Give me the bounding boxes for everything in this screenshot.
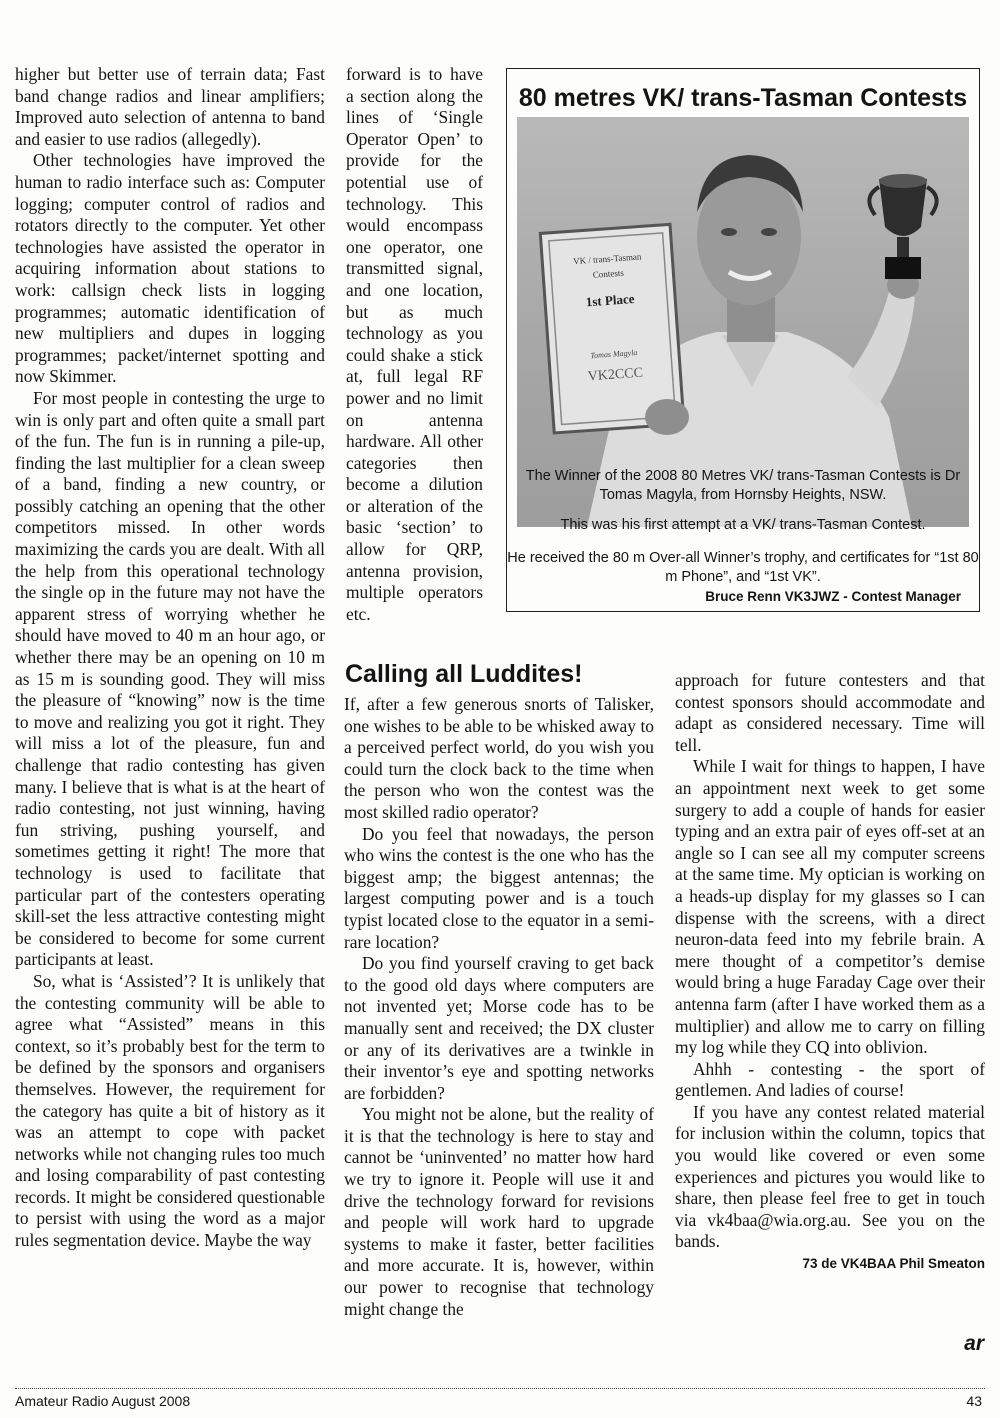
middle-top-column: [346, 64, 483, 625]
winner-photo: [517, 117, 969, 527]
paragraph: Other technologies have improved the human to radio interface such as: Computer logging; computer control of radios and rotators directly to the computer. Yet other technologies have assisted the operator in acquiring information about stations to work: callsign check lists in logging programmes; automatic identification of new multipliers and dupes in logging programmes; packet/internet spotting and now Skimmer.: [15, 150, 325, 387]
contest-winner-box: [506, 68, 980, 612]
photo-caption: This was his first attempt at a VK/ trans-Tasman Contest.: [560, 517, 926, 533]
certificate-line: 1st Place: [585, 291, 635, 310]
box-title: 80 metres VK/ trans-Tasman Contests: [518, 84, 968, 112]
paragraph: If you have any contest related material for inclusion within the column, topics that you would like covered or even some experiences and pictures you would like to share, then please feel free to get in touch via vk4baa@wia.org.au. See you on the bands.: [675, 1101, 985, 1252]
certificate-line: VK / trans-Tasman: [572, 251, 642, 267]
paragraph: So, what is ‘Assisted’? It is unlikely that the contesting community will be able to agree what “Assisted” means in this context, so it’s probably best for the term to be defined by the sponsors and organisers themselves. However, the requirement for the category has quite a bit of history as it was an attempt to cope with packet networks while not changing rules too much and losing comparability of past contesting records. It might be considered questionable to persist with using the word as a major rules segmentation device. Maybe the way: [15, 970, 325, 1251]
footer-page-number: 43: [966, 1393, 982, 1409]
winner-photo-illustration: [517, 117, 969, 527]
photo-caption: He received the 80 m Over-all Winner’s trophy, and certificates for “1st 80 m Phone”, and “1st VK”.: [507, 550, 979, 585]
right-bottom-column: [675, 670, 985, 1275]
paragraph: approach for future contesters and that contest sponsors should accommodate and adapt as considered necessary. Time will tell.: [675, 670, 985, 755]
author-signoff: 73 de VK4BAA Phil Smeaton: [802, 1256, 985, 1272]
paragraph: Ahhh - contesting - the sport of gentlemen. And ladies of course!: [675, 1058, 985, 1101]
photo-credit: Bruce Renn VK3JWZ - Contest Manager: [705, 589, 961, 604]
paragraph: You might not be alone, but the reality of it is that the technology is here to stay and cannot be ‘uninvented’ no matter how hard we try to ignore it. People will use it and drive the technology forward for revisions and people will work hard to upgrade systems to make it faster, better facilities and more accurate. It is, however, within our power to recognise that technology might change the: [344, 1104, 654, 1319]
footer-divider: [15, 1388, 985, 1389]
paragraph: For most people in contesting the urge to win is only part and often quite a small part of the fun. The fun is in running a pile-up, finding the last multiplier for a clean sweep of a band, finding a new country, or possibly catching an opening that the other competitors missed. In other words maximizing the cards you are dealt. With all the help from this operational technology the single op in the future may not have the apparent stress of worrying whether he should have moved to 40 m an hour ago, or whether there may be an opening on 10 m as 15 m is sounding good. They will miss the pleasure of “knowing” now is the time to move and realizing you got it right. They will miss a lot of the pleasure, fun and challenge that radio contesting has given many. I believe that is what is at the heart of radio contesting, not just winning, having fun striving, pushing yourself, and sometimes getting it right! The more that technology is used to facilitate that particular part of the contesters operating skill-set the less attractive contesting might be considered to become for some current participants at least.: [15, 387, 325, 970]
paragraph: Do you feel that nowadays, the person who wins the contest is the one who has the biggest amp; the biggest antennas; the largest computing power and is a touch typist located close to the equator in a semi-rare location?: [344, 823, 654, 952]
certificate-line: Contests: [592, 267, 625, 280]
paragraph: If, after a few generous snorts of Talisker, one wishes to be able to be whisked away to a perceived perfect world, do you wish you could turn the clock back to the time when the person who won the contest was the most skilled radio operator?: [344, 694, 654, 822]
paragraph: While I wait for things to happen, I have an appointment next week to get some surgery to add a couple of hands for easier typing and an extra pair of eyes off-set at an angle so I can see all my computer screens at the same time. My optician is working on a heads-up display for my glasses so I can dispense with the screens, with a direct neuron-data feed into my febrile brain. A mere thought of a competitor’s demise would bring a huge Faraday Cage over their antenna farm (after I have worked them as a multiplier) and allow me to carry on filling my log while they CQ into oblivion.: [675, 756, 985, 1058]
section-headline: Calling all Luddites!: [345, 660, 583, 688]
paragraph: forward is to have a section along the lines of ‘Single Operator Open’ to provide for the potential use of technology. This would encompass one operator, one transmitted signal, and one location, but as much technology as you could shake a stick at, full legal RF power and no limit on antenna hardware. All other categories then become a dilution or alteration of the basic ‘section’ to allow for QRP, antenna provision, multiple operators etc.: [346, 64, 483, 624]
end-mark: ar: [964, 1332, 984, 1355]
certificate-line: VK2CCC: [587, 365, 644, 385]
paragraph: higher but better use of terrain data; Fast band change radios and linear amplifiers; Improved auto selection of antenna to band and easier to use radios (allegedly).: [15, 64, 325, 149]
footer-publication: Amateur Radio August 2008: [15, 1393, 191, 1409]
photo-caption: The Winner of the 2008 80 Metres VK/ trans-Tasman Contests is Dr Tomas Magyla, from Hornsby Heights, NSW.: [525, 468, 961, 503]
certificate-line: Tomas Magyla: [590, 347, 638, 361]
middle-bottom-column: [344, 694, 654, 1320]
left-column: [15, 64, 325, 1252]
paragraph: Do you find yourself craving to get back to the good old days where computers are not invented yet; Morse code has to be manually sent and received; the DX cluster or any of its derivatives are a twinkle in their inventor’s eye and spotting networks are forbidden?: [344, 953, 654, 1103]
